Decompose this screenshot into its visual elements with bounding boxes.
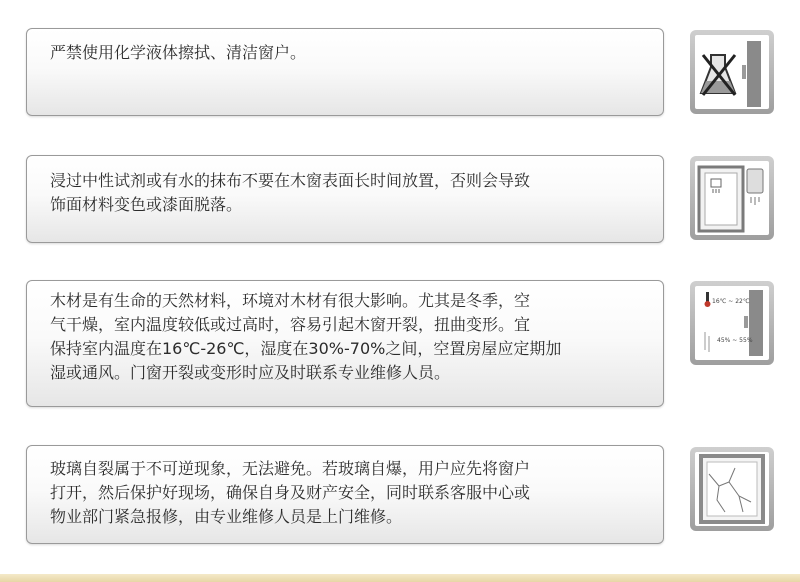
care-note-2	[26, 155, 664, 243]
bottom-decor-strip	[0, 574, 800, 582]
cracked-glass-window-icon	[690, 447, 774, 531]
temperature-label: 16℃ ~ 22℃	[712, 298, 750, 305]
humidity-label: 45% ~ 55%	[717, 337, 753, 344]
care-note-3	[26, 280, 664, 407]
temperature-humidity-window-icon	[690, 281, 774, 365]
care-note-text: 玻璃自裂属于不可逆现象，无法避免。若玻璃自爆，用户应先将窗户 打开，然后保护好现场，确保自身及财产安全，同时联系客服中心或 物业部门紧急报修，由专业维修人员是上门维修。	[50, 459, 531, 526]
care-note-1	[26, 28, 664, 116]
care-note-text: 木材是有生命的天然材料，环境对木材有很大影响。尤其是冬季，空 气干燥，室内温度较低或过高时，容易引起木窗开裂，扭曲变形。宜 保持室内温度在16℃-26℃，湿度在30%-70%之间，空置房屋应定期加 湿或通风。门窗开裂或变形时应及时联系专业维修人员。	[50, 291, 562, 382]
no-chemical-flask-icon	[690, 30, 774, 114]
care-note-text: 严禁使用化学液体擦拭、清洁窗户。	[50, 43, 307, 62]
care-note-text: 浸过中性试剂或有水的抹布不要在木窗表面长时间放置，否则会导致 饰面材料变色或漆面脱落。	[50, 171, 531, 214]
care-note-4	[26, 445, 664, 544]
wet-cloth-window-icon	[690, 156, 774, 240]
